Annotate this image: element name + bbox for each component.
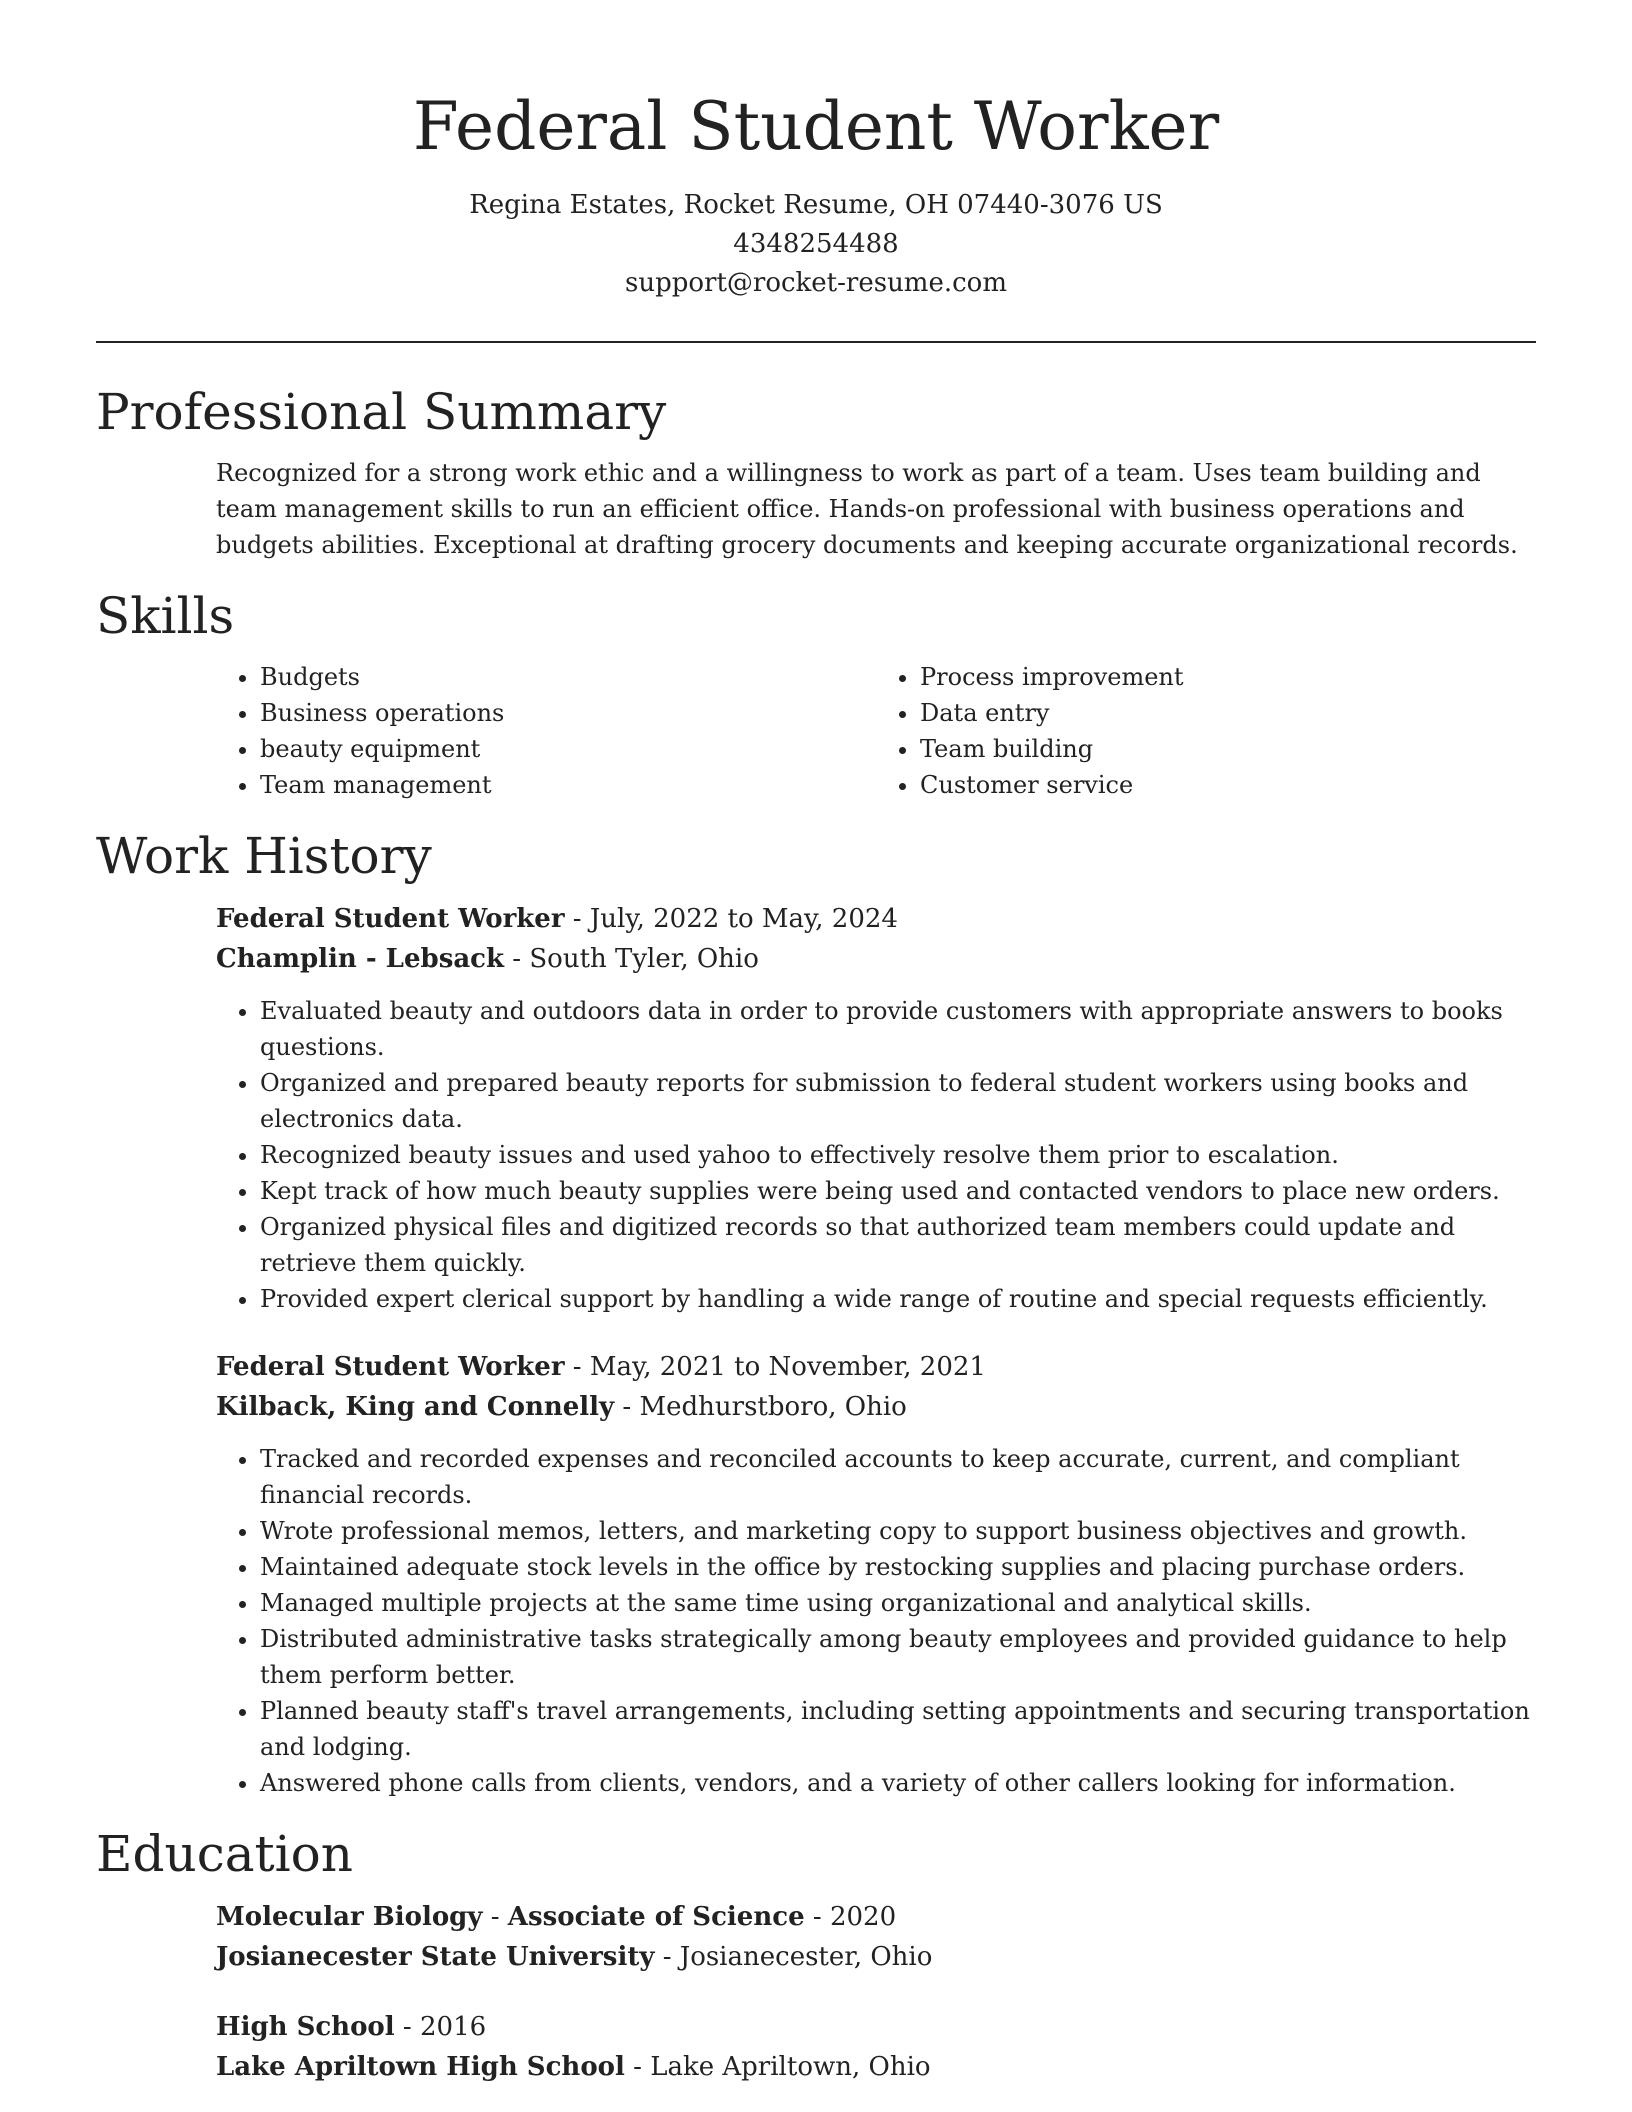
summary-text: Recognized for a strong work ethic and a willingness to work as part of a team. Uses team building and team management skills to run an efficient office. Hands-on professional with business operations and budgets abilities. Exceptional at drafting grocery documents and keeping accurate organizational records. — [216, 459, 1518, 559]
contact-phone: 4348254488 — [733, 229, 899, 259]
education-school-line: Lake Apriltown High School - Lake Apriltown, Ohio — [216, 2052, 931, 2082]
summary-heading: Professional Summary — [96, 383, 667, 441]
contact-email: support@rocket-resume.com — [624, 268, 1007, 298]
summary-body — [216, 455, 1536, 563]
resume-header — [96, 0, 1536, 303]
job-bullet: • Organized and prepared beauty reports for submission to federal student workers using books and electronics data. — [260, 1065, 1555, 1137]
job-bullet: • Maintained adequate stock levels in the office by restocking supplies and placing purchase orders. — [260, 1549, 1555, 1585]
skills-heading: Skills — [96, 587, 235, 645]
skill-item: • Process improvement — [920, 659, 1536, 695]
header-divider — [96, 341, 1536, 343]
job-company: Kilback, King and Connelly — [216, 1392, 615, 1422]
job-company: Champlin - Lebsack — [216, 944, 505, 974]
job-dates: July, 2022 to May, 2024 — [589, 904, 898, 934]
job-bullet: • Provided expert clerical support by handling a wide range of routine and special requests efficiently. — [260, 1281, 1555, 1317]
job-entry — [216, 899, 1536, 1317]
education-degree-line: Molecular Biology - Associate of Science - 2020 — [216, 1902, 897, 1932]
education-school: Josianecester State University — [216, 1942, 655, 1972]
job-company-line: Kilback, King and Connelly - Medhurstboro, Ohio — [216, 1392, 907, 1422]
job-bullet: • Evaluated beauty and outdoors data in order to provide customers with appropriate answers to books questions. — [260, 993, 1555, 1065]
job-location: South Tyler, Ohio — [529, 944, 759, 974]
education-location: Lake Apriltown, Ohio — [650, 2052, 931, 2082]
skill-item: • Business operations — [260, 695, 876, 731]
job-bullet: • Kept track of how much beauty supplies were being used and contacted vendors to place new orders. — [260, 1173, 1555, 1209]
education-entry — [216, 2007, 1536, 2087]
skills-list — [216, 659, 1536, 803]
job-location: Medhurstboro, Ohio — [639, 1392, 907, 1422]
job-title: Federal Student Worker — [216, 904, 565, 934]
work-history-heading: Work History — [96, 827, 432, 885]
skill-item: • Team management — [260, 767, 876, 803]
education-school: Lake Apriltown High School — [216, 2052, 625, 2082]
contact-block — [96, 186, 1536, 303]
job-bullets — [216, 993, 1555, 1317]
resume-page — [96, 0, 1536, 2087]
education-degree: Associate of Science — [507, 1902, 805, 1932]
job-bullet: • Planned beauty staff's travel arrangements, including setting appointments and securing transportation and lodging. — [260, 1693, 1555, 1765]
education-year: 2020 — [829, 1902, 897, 1932]
job-bullet: • Tracked and recorded expenses and reconciled accounts to keep accurate, current, and compliant financial records. — [260, 1441, 1555, 1513]
education-entry — [216, 1897, 1536, 1977]
skill-item: • Budgets — [260, 659, 876, 695]
education-field: Molecular Biology — [216, 1902, 483, 1932]
candidate-name: Federal Student Worker — [412, 88, 1220, 165]
skill-item: • Customer service — [920, 767, 1536, 803]
job-title-line: Federal Student Worker - May, 2021 to November, 2021 — [216, 1352, 986, 1382]
job-dates: May, 2021 to November, 2021 — [589, 1352, 986, 1382]
skills-column-right — [876, 659, 1536, 803]
job-entry — [216, 1347, 1536, 1801]
contact-address: Regina Estates, Rocket Resume, OH 07440-3076 US — [469, 190, 1163, 220]
education-degree-line: High School - 2016 — [216, 2012, 487, 2042]
job-title: Federal Student Worker — [216, 1352, 565, 1382]
job-bullet: • Answered phone calls from clients, vendors, and a variety of other callers looking for information. — [260, 1765, 1555, 1801]
skill-item: • Team building — [920, 731, 1536, 767]
job-title-line: Federal Student Worker - July, 2022 to May, 2024 — [216, 904, 898, 934]
job-bullet: • Recognized beauty issues and used yahoo to effectively resolve them prior to escalation. — [260, 1137, 1555, 1173]
skill-item: • beauty equipment — [260, 731, 876, 767]
job-bullet: • Managed multiple projects at the same time using organizational and analytical skills. — [260, 1585, 1555, 1621]
education-location: Josianecester, Ohio — [679, 1942, 933, 1972]
education-heading: Education — [96, 1825, 353, 1883]
education-year: 2016 — [419, 2012, 487, 2042]
job-bullets — [216, 1441, 1555, 1801]
skills-column-left — [216, 659, 876, 803]
job-bullet: • Organized physical files and digitized records so that authorized team members could update and retrieve them quickly. — [260, 1209, 1555, 1281]
education-field: High School — [216, 2012, 395, 2042]
job-bullet: • Wrote professional memos, letters, and marketing copy to support business objectives and growth. — [260, 1513, 1555, 1549]
job-bullet: • Distributed administrative tasks strategically among beauty employees and provided guidance to help them perform better. — [260, 1621, 1555, 1693]
job-company-line: Champlin - Lebsack - South Tyler, Ohio — [216, 944, 759, 974]
education-school-line: Josianecester State University - Josianecester, Ohio — [216, 1942, 933, 1972]
skill-item: • Data entry — [920, 695, 1536, 731]
